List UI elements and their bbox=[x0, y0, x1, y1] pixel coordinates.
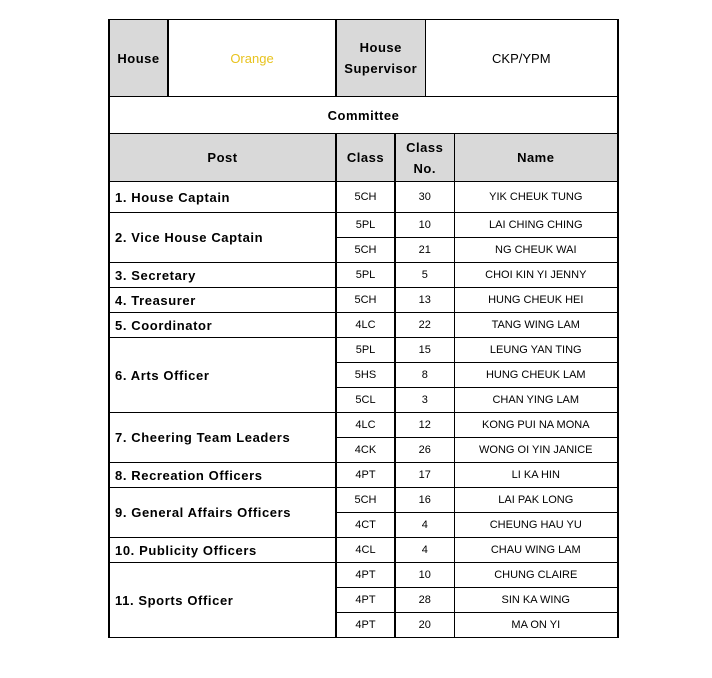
member-class-no: 30 bbox=[395, 182, 454, 213]
member-class-no: 5 bbox=[395, 263, 454, 288]
column-header-row bbox=[109, 134, 618, 182]
member-class-no: 17 bbox=[395, 463, 454, 488]
member-name: CHAU WING LAM bbox=[454, 538, 618, 563]
post-label: 4. Treasurer bbox=[109, 288, 336, 313]
member-class: 4CT bbox=[336, 513, 395, 538]
column-header-name: Name bbox=[454, 134, 618, 182]
member-row bbox=[109, 488, 618, 513]
member-class: 5CH bbox=[336, 288, 395, 313]
member-class: 5CH bbox=[336, 238, 395, 263]
member-name: HUNG CHEUK HEI bbox=[454, 288, 618, 313]
member-row bbox=[109, 313, 618, 338]
house-value: Orange bbox=[168, 20, 336, 97]
member-class: 4PT bbox=[336, 588, 395, 613]
member-name: CHOI KIN YI JENNY bbox=[454, 263, 618, 288]
member-class: 4CL bbox=[336, 538, 395, 563]
post-label: 8. Recreation Officers bbox=[109, 463, 336, 488]
committee-title-row bbox=[109, 97, 618, 134]
column-header-class-no-line1: Class bbox=[406, 139, 444, 155]
house-supervisor-label-line2: Supervisor bbox=[344, 61, 418, 76]
column-header-class-no bbox=[395, 134, 454, 182]
member-class: 5CH bbox=[336, 488, 395, 513]
house-info-row bbox=[109, 20, 618, 97]
post-label: 5. Coordinator bbox=[109, 313, 336, 338]
column-header-class-no-line2: No. bbox=[413, 160, 436, 176]
member-name: LAI PAK LONG bbox=[454, 488, 618, 513]
member-class: 5PL bbox=[336, 263, 395, 288]
member-row bbox=[109, 288, 618, 313]
member-row bbox=[109, 463, 618, 488]
member-class-no: 3 bbox=[395, 388, 454, 413]
member-name: CHUNG CLAIRE bbox=[454, 563, 618, 588]
member-class-no: 20 bbox=[395, 613, 454, 638]
member-name: KONG PUI NA MONA bbox=[454, 413, 618, 438]
post-label: 1. House Captain bbox=[109, 182, 336, 213]
member-name: LI KA HIN bbox=[454, 463, 618, 488]
post-label: 9. General Affairs Officers bbox=[109, 488, 336, 538]
member-class-no: 10 bbox=[395, 563, 454, 588]
house-committee-table bbox=[108, 19, 619, 638]
member-class-no: 16 bbox=[395, 488, 454, 513]
member-class-no: 22 bbox=[395, 313, 454, 338]
member-class-no: 12 bbox=[395, 413, 454, 438]
member-class: 5CH bbox=[336, 182, 395, 213]
member-name: SIN KA WING bbox=[454, 588, 618, 613]
member-name: HUNG CHEUK LAM bbox=[454, 363, 618, 388]
member-class-no: 15 bbox=[395, 338, 454, 363]
house-label: House bbox=[109, 20, 168, 97]
member-class-no: 26 bbox=[395, 438, 454, 463]
member-name: MA ON YI bbox=[454, 613, 618, 638]
member-class: 4CK bbox=[336, 438, 395, 463]
committee-title: Committee bbox=[109, 97, 618, 134]
member-class: 5PL bbox=[336, 213, 395, 238]
member-name: WONG OI YIN JANICE bbox=[454, 438, 618, 463]
member-name: CHAN YING LAM bbox=[454, 388, 618, 413]
member-class: 4PT bbox=[336, 463, 395, 488]
post-label: 11. Sports Officer bbox=[109, 563, 336, 638]
member-name: NG CHEUK WAI bbox=[454, 238, 618, 263]
post-label: 6. Arts Officer bbox=[109, 338, 336, 413]
member-row bbox=[109, 213, 618, 238]
member-name: LEUNG YAN TING bbox=[454, 338, 618, 363]
member-name: LAI CHING CHING bbox=[454, 213, 618, 238]
member-class-no: 21 bbox=[395, 238, 454, 263]
member-row bbox=[109, 182, 618, 213]
column-header-class: Class bbox=[336, 134, 395, 182]
member-name: YIK CHEUK TUNG bbox=[454, 182, 618, 213]
member-class: 5HS bbox=[336, 363, 395, 388]
member-class: 5PL bbox=[336, 338, 395, 363]
post-label: 2. Vice House Captain bbox=[109, 213, 336, 263]
post-label: 7. Cheering Team Leaders bbox=[109, 413, 336, 463]
member-name: TANG WING LAM bbox=[454, 313, 618, 338]
member-class: 4LC bbox=[336, 313, 395, 338]
member-class-no: 10 bbox=[395, 213, 454, 238]
post-label: 3. Secretary bbox=[109, 263, 336, 288]
member-name: CHEUNG HAU YU bbox=[454, 513, 618, 538]
house-supervisor-label bbox=[336, 20, 425, 97]
house-supervisor-label-line1: House bbox=[359, 40, 402, 55]
column-header-post: Post bbox=[109, 134, 336, 182]
member-row bbox=[109, 563, 618, 588]
member-row bbox=[109, 538, 618, 563]
member-row bbox=[109, 338, 618, 363]
house-supervisor-value: CKP/YPM bbox=[425, 20, 618, 97]
post-label: 10. Publicity Officers bbox=[109, 538, 336, 563]
member-class-no: 8 bbox=[395, 363, 454, 388]
member-row bbox=[109, 413, 618, 438]
member-class-no: 28 bbox=[395, 588, 454, 613]
member-class: 5CL bbox=[336, 388, 395, 413]
member-row bbox=[109, 263, 618, 288]
member-class-no: 13 bbox=[395, 288, 454, 313]
member-class: 4LC bbox=[336, 413, 395, 438]
member-class-no: 4 bbox=[395, 513, 454, 538]
member-class: 4PT bbox=[336, 563, 395, 588]
member-class-no: 4 bbox=[395, 538, 454, 563]
member-class: 4PT bbox=[336, 613, 395, 638]
